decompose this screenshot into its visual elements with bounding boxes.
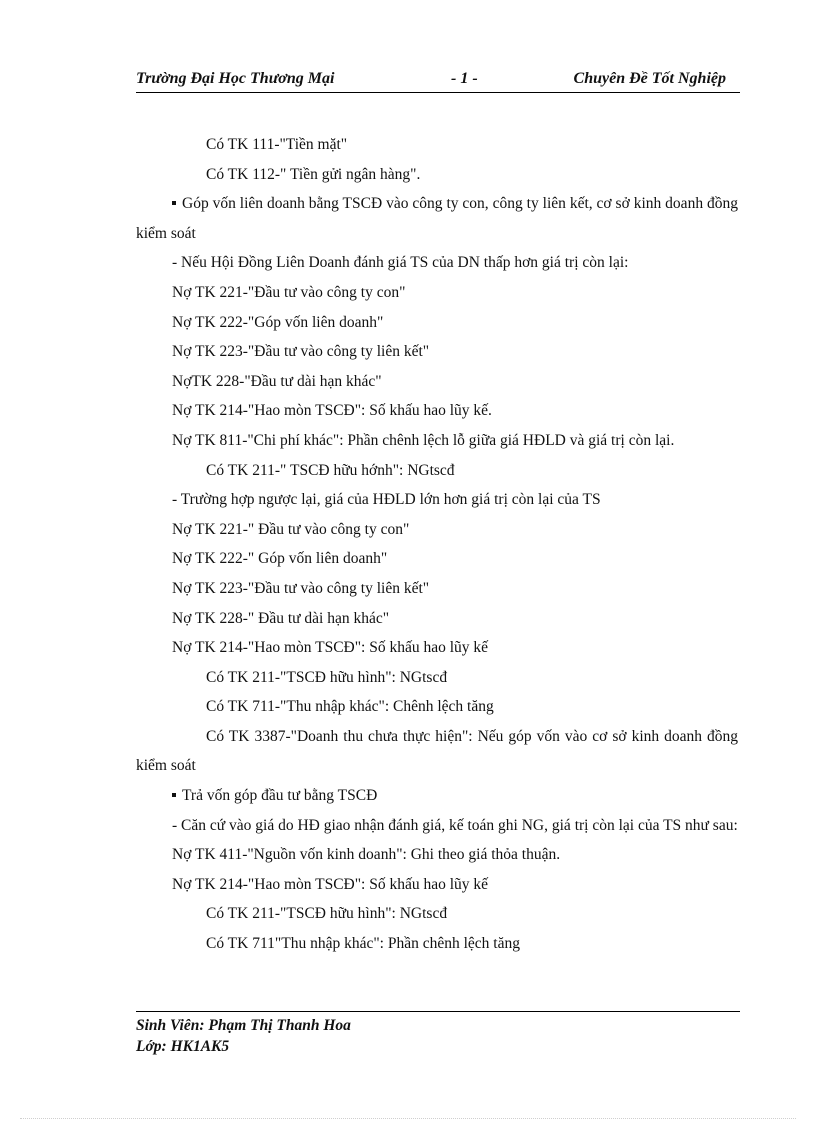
footer-student: Sinh Viên: Phạm Thị Thanh Hoa [136,1017,351,1034]
entry-line: Nợ TK 223-"Đầu tư vào công ty liên kết" [172,343,430,361]
entry-line: Nợ TK 214-"Hao mòn TSCĐ": Số khấu hao lũy kế [172,875,489,893]
bullet-paragraph [136,189,738,248]
entry-line: Có TK 711-"Thu nhập khác": Chênh lệch tăng [206,698,494,716]
entry-line: Nợ TK 228-" Đầu tư dài hạn khác" [172,609,390,627]
sub-point-line: - Nếu Hội Đồng Liên Doanh đánh giá TS của DN thấp hơn giá trị còn lại: [172,254,629,272]
entry-line: Nợ TK 411-"Nguồn vốn kinh doanh": Ghi theo giá thỏa thuận. [172,846,561,864]
page-header [136,68,740,93]
entry-line: Có TK 711"Thu nhập khác": Phần chênh lệch tăng [206,935,520,953]
entry-line: Có TK 112-" Tiền gửi ngân hàng". [206,165,421,183]
entry-line: Nợ TK 811-"Chi phí khác": Phần chênh lệch lỗ giữa giá HĐLD và giá trị còn lại. [172,431,675,449]
entry-line: Nợ TK 214-"Hao mòn TSCĐ": Số khấu hao lũy kế [172,639,489,657]
bullet-icon [172,201,176,205]
entry-line: Nợ TK 221-" Đầu tư vào công ty con" [172,520,410,538]
page-edge-divider [20,1118,796,1119]
bullet-text: Trả vốn góp đầu tư bằng TSCĐ [182,787,378,805]
document-body [136,130,738,959]
page-footer [136,1015,351,1057]
header-school: Trường Đại Học Thương Mại [136,70,335,87]
entry-paragraph: Có TK 3387-"Doanh thu chưa thực hiện": Nếu góp vốn vào cơ sở kinh doanh đồng kiểm soát [136,727,738,775]
footer-divider [136,1011,740,1012]
bullet-icon [172,793,176,797]
entry-line: Nợ TK 223-"Đầu tư vào công ty liên kết" [172,579,430,597]
sub-point-paragraph: - Căn cứ vào giá do HĐ giao nhận đánh giá, kế toán ghi NG, giá trị còn lại của TS như sau: [172,816,738,834]
header-page-number: - 1 - [451,70,478,87]
bullet-line [136,781,738,811]
entry-line: Nợ TK 214-"Hao mòn TSCĐ": Số khấu hao lũy kế. [172,402,492,420]
header-doc-title: Chuyên Đề Tốt Nghiệp [573,70,726,87]
entry-line: NợTK 228-"Đầu tư dài hạn khác" [172,372,382,390]
entry-line: Có TK 111-"Tiền mặt" [206,136,348,153]
footer-class: Lớp: HK1AK5 [136,1038,230,1055]
entry-line: Nợ TK 221-"Đầu tư vào công ty con" [172,283,406,301]
bullet-text: Góp vốn liên doanh bằng TSCĐ vào công ty con, công ty liên kết, cơ sở kinh doanh đồng kiểm soát [136,195,738,242]
sub-point-line: - Trường hợp ngược lại, giá của HĐLD lớn hơn giá trị còn lại của TS [172,491,601,509]
entry-line: Nợ TK 222-" Góp vốn liên doanh" [172,550,388,568]
entry-line: Nợ TK 222-"Góp vốn liên doanh" [172,313,384,331]
entry-line: Có TK 211-" TSCĐ hữu hớnh": NGtscđ [206,461,455,479]
entry-line: Có TK 211-"TSCĐ hữu hình": NGtscđ [206,905,448,923]
entry-line: Có TK 211-"TSCĐ hữu hình": NGtscđ [206,668,448,686]
